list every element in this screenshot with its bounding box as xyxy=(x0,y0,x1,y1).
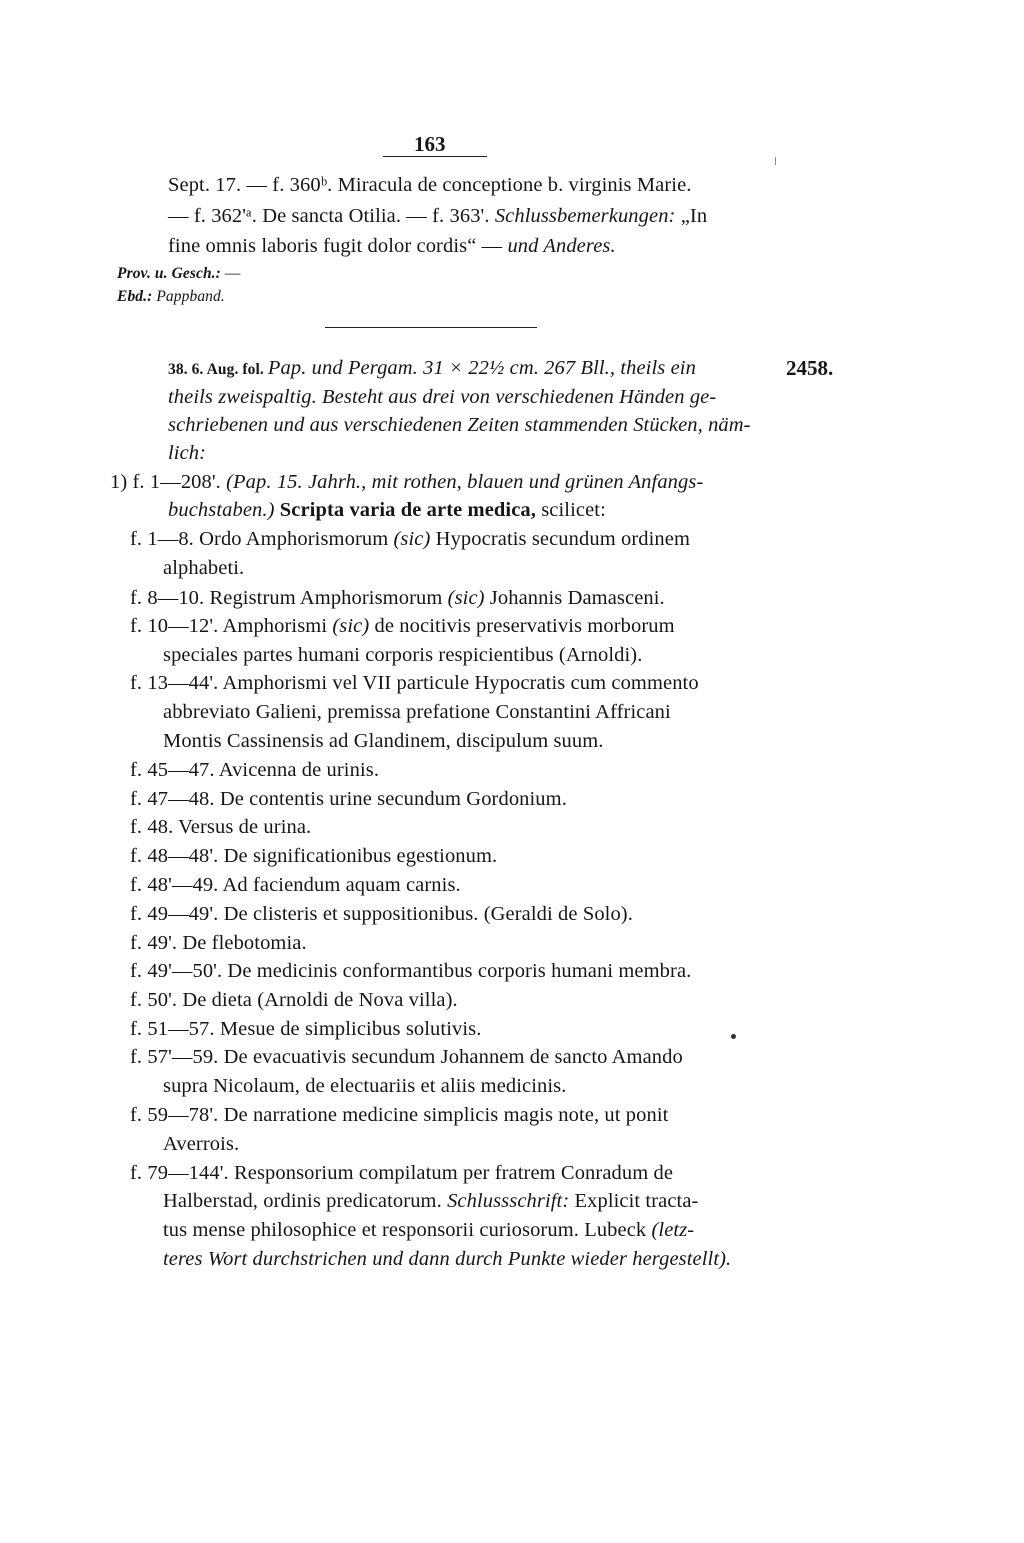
content-item xyxy=(130,585,665,611)
content-item: f. 48. Versus de urina. xyxy=(130,816,312,838)
content-item: f. 45—47. Avicenna de urinis. xyxy=(130,759,380,781)
binding-label: Ebd.: xyxy=(117,288,153,305)
content-item-continuation: supra Nicolaum, de electuariis et aliis medicinis. xyxy=(163,1075,567,1097)
content-item-continuation xyxy=(163,1188,698,1214)
item-text: Halberstad, ordinis predicatorum. xyxy=(163,1190,448,1212)
binding-value: Pappband. xyxy=(152,288,225,305)
entry-text-italic: und Anderes. xyxy=(507,235,616,257)
content-item-continuation: Averrois. xyxy=(163,1133,240,1155)
entry-line xyxy=(168,203,780,229)
item-note: (sic) xyxy=(447,587,485,609)
item-text: f. 1—8. Ordo Amphorismorum xyxy=(130,528,394,550)
content-item: f. 49—49'. De clisteris et suppositionibus. (Geraldi de Solo). xyxy=(130,903,633,925)
content-item: f. 57'—59. De evacuativis secundum Johannem de sancto Amando xyxy=(130,1046,683,1068)
catalogue-number: 2458. xyxy=(786,356,834,380)
header-rule xyxy=(383,156,487,157)
binding-line xyxy=(117,287,225,307)
entry-line xyxy=(168,172,780,198)
entry-text-italic: Pap. und Pergam. 31 × 22½ cm. 267 Bll., theils ein xyxy=(267,357,696,379)
provenance-label: Prov. u. Gesch.: xyxy=(117,265,221,282)
part-heading xyxy=(168,497,606,523)
entry-line: schriebenen und aus verschiedenen Zeiten stammenden Stücken, näm- xyxy=(168,414,751,436)
entry-text-italic: Schlussbemerkungen: xyxy=(494,205,676,227)
item-text: f. 10—12'. Amphorismi xyxy=(130,615,333,637)
item-text: Johannis Damasceni. xyxy=(484,587,665,609)
item-note: (letz- xyxy=(651,1219,695,1241)
entry-line xyxy=(168,355,780,381)
content-item-continuation: teres Wort durchstrichen und dann durch Punkte wieder hergestellt). xyxy=(163,1248,732,1270)
margin-mark xyxy=(775,157,776,165)
part-description: (Pap. 15. Jahrh., mit rothen, blauen und grünen Anfangs- xyxy=(226,471,704,493)
item-text: f. 8—10. Registrum Amphorismorum xyxy=(130,587,448,609)
content-item: f. 59—78'. De narratione medicine simplicis magis note, ut ponit xyxy=(130,1104,669,1126)
item-text: Explicit tracta- xyxy=(569,1190,699,1212)
entry-line: theils zweispaltig. Besteht aus drei von verschiedenen Händen ge- xyxy=(168,386,717,408)
part-heading xyxy=(110,469,703,495)
content-item-continuation: alphabeti. xyxy=(163,557,245,579)
item-text: de nocitivis preservativis morborum xyxy=(369,615,675,637)
shelfmark: 38. 6. Aug. fol. xyxy=(168,361,268,378)
content-item xyxy=(130,613,675,639)
provenance-value: — xyxy=(220,265,241,282)
item-text: Hypocratis secundum ordinem xyxy=(430,528,690,550)
content-item-continuation: Montis Cassinensis ad Glandinem, discipulum suum. xyxy=(163,730,604,752)
entry-line: lich: xyxy=(168,442,207,464)
part-text: scilicet: xyxy=(536,499,606,521)
provenance-line xyxy=(117,264,241,284)
section-divider xyxy=(325,327,537,328)
entry-text: Sept. 17. — f. 360ᵇ. Miracula de conceptione b. virginis Marie. xyxy=(168,174,692,196)
part-number: 1) f. 1—208'. xyxy=(110,471,227,493)
item-note: (sic) xyxy=(393,528,431,550)
content-item-continuation: speciales partes humani corporis respicientibus (Arnoldi). xyxy=(163,644,643,666)
content-item-continuation xyxy=(163,1217,694,1243)
content-item: f. 47—48. De contentis urine secundum Gordonium. xyxy=(130,788,567,810)
ink-dot xyxy=(731,1034,736,1039)
entry-line xyxy=(168,233,616,259)
entry-text: — f. 362'ᵃ. De sancta Otilia. — f. 363'. xyxy=(168,205,495,227)
entry-text: „In xyxy=(675,205,708,227)
item-note: Schlussschrift: xyxy=(447,1190,570,1212)
content-item: f. 48—48'. De significationibus egestionum. xyxy=(130,845,498,867)
content-item: f. 49'. De flebotomia. xyxy=(130,932,307,954)
content-item: f. 51—57. Mesue de simplicibus solutivis. xyxy=(130,1018,482,1040)
content-item: f. 50'. De dieta (Arnoldi de Nova villa). xyxy=(130,989,458,1011)
item-text: tus mense philosophice et responsorii curiosorum. Lubeck xyxy=(163,1219,652,1241)
content-item: f. 48'—49. Ad faciendum aquam carnis. xyxy=(130,874,461,896)
entry-text: fine omnis laboris fugit dolor cordis“ — xyxy=(168,235,508,257)
page-number: 163 xyxy=(414,132,446,156)
content-item-continuation: abbreviato Galieni, premissa prefatione Constantini Affricani xyxy=(163,701,671,723)
item-note: (sic) xyxy=(332,615,370,637)
content-item: f. 13—44'. Amphorismi vel VII particule Hypocratis cum commento xyxy=(130,672,699,694)
part-description: buchstaben.) xyxy=(168,499,275,521)
content-item: f. 49'—50'. De medicinis conformantibus corporis humani membra. xyxy=(130,960,692,982)
content-item xyxy=(130,526,690,552)
part-title: Scripta varia de arte medica, xyxy=(274,499,536,521)
content-item: f. 79—144'. Responsorium compilatum per fratrem Conradum de xyxy=(130,1162,674,1184)
